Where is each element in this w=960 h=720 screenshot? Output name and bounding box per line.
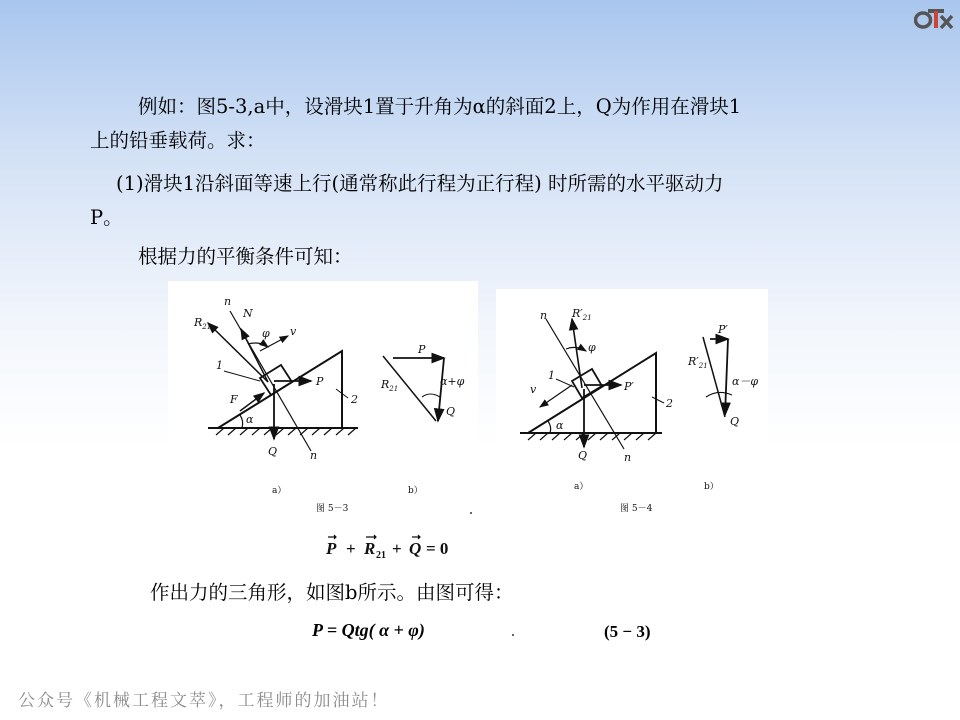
label-b-angle: α－φ [732, 375, 759, 388]
eq-P: P [326, 539, 337, 558]
stray-dot [470, 512, 472, 514]
label-n-bottom: n [310, 449, 318, 462]
label-R21p: $R'_{21}$ [572, 307, 592, 322]
paragraph-1-line-1: 例如：图5-3,a中，设滑块1置于升角为α的斜面2上，Q为作用在滑块1 [138, 95, 742, 118]
vector-equation [320, 532, 460, 562]
stray-dot [512, 634, 514, 636]
label-R21: $R_{21}$ [194, 316, 212, 331]
label-n-top: n [224, 295, 232, 308]
eq-equals-zero: = 0 [426, 539, 449, 558]
caption-5-3: 图 5－3 [316, 504, 349, 514]
label-alpha: α [246, 413, 254, 426]
sub-b: b） [704, 482, 719, 492]
label-b-Q: Q [730, 415, 740, 428]
sub-a: a） [574, 482, 589, 492]
label-b-angle: α+φ [440, 375, 465, 388]
label-v: v [290, 325, 297, 338]
label-n-top: n [540, 309, 548, 322]
label-b-R21: $R_{21}$ [381, 378, 399, 393]
paragraph-1-line-2: 上的铅垂载荷。求： [90, 129, 266, 152]
label-Pp: P′ [624, 380, 634, 393]
eq-R: R [364, 539, 376, 558]
label-b-Pp: P′ [718, 323, 728, 336]
label-b-R21p: $R'_{21}$ [688, 355, 708, 370]
footer-watermark: 公众号《机械工程文萃》，工程师的加油站！ [18, 691, 390, 711]
label-b-Q: Q [446, 405, 456, 418]
label-phi: φ [588, 341, 596, 354]
eq-plus-2: + [392, 539, 402, 558]
label-N: N [243, 307, 253, 320]
label-phi: φ [262, 327, 270, 340]
eq-plus-1: + [346, 539, 356, 558]
label-v: v [530, 383, 537, 396]
paragraph-3: 根据力的平衡条件可知： [138, 245, 353, 268]
label-P: P [316, 375, 324, 388]
eq-R-sub: 21 [376, 550, 386, 561]
caption-5-4: 图 5－4 [620, 504, 653, 514]
paragraph-4: 作出力的三角形，如图b所示。由图可得： [150, 581, 514, 604]
paragraph-2-line-2: P。 [90, 206, 123, 229]
eq-Q: Q [409, 539, 422, 558]
label-1: 1 [216, 359, 223, 372]
label-b-P: P [418, 343, 426, 356]
sub-a: a） [272, 486, 287, 496]
sub-b: b） [408, 486, 423, 496]
paragraph-2-line-1: (1)滑块1沿斜面等速上行(通常称此行程为正行程) 时所需的水平驱动力 [116, 172, 724, 195]
label-Q: Q [578, 449, 588, 462]
figure-5-3 [168, 281, 478, 516]
logo [914, 4, 954, 32]
label-alpha: α [556, 419, 564, 432]
formula-number: (5 − 3) [604, 622, 651, 641]
label-1: 1 [548, 369, 555, 382]
label-F: F [230, 393, 238, 406]
figure-5-4 [496, 289, 768, 515]
label-2: 2 [351, 393, 358, 406]
main-formula: P = Qtg( α + φ) [312, 620, 425, 640]
label-n-bottom: n [624, 451, 632, 464]
label-Q: Q [268, 445, 278, 458]
label-2: 2 [666, 397, 673, 410]
